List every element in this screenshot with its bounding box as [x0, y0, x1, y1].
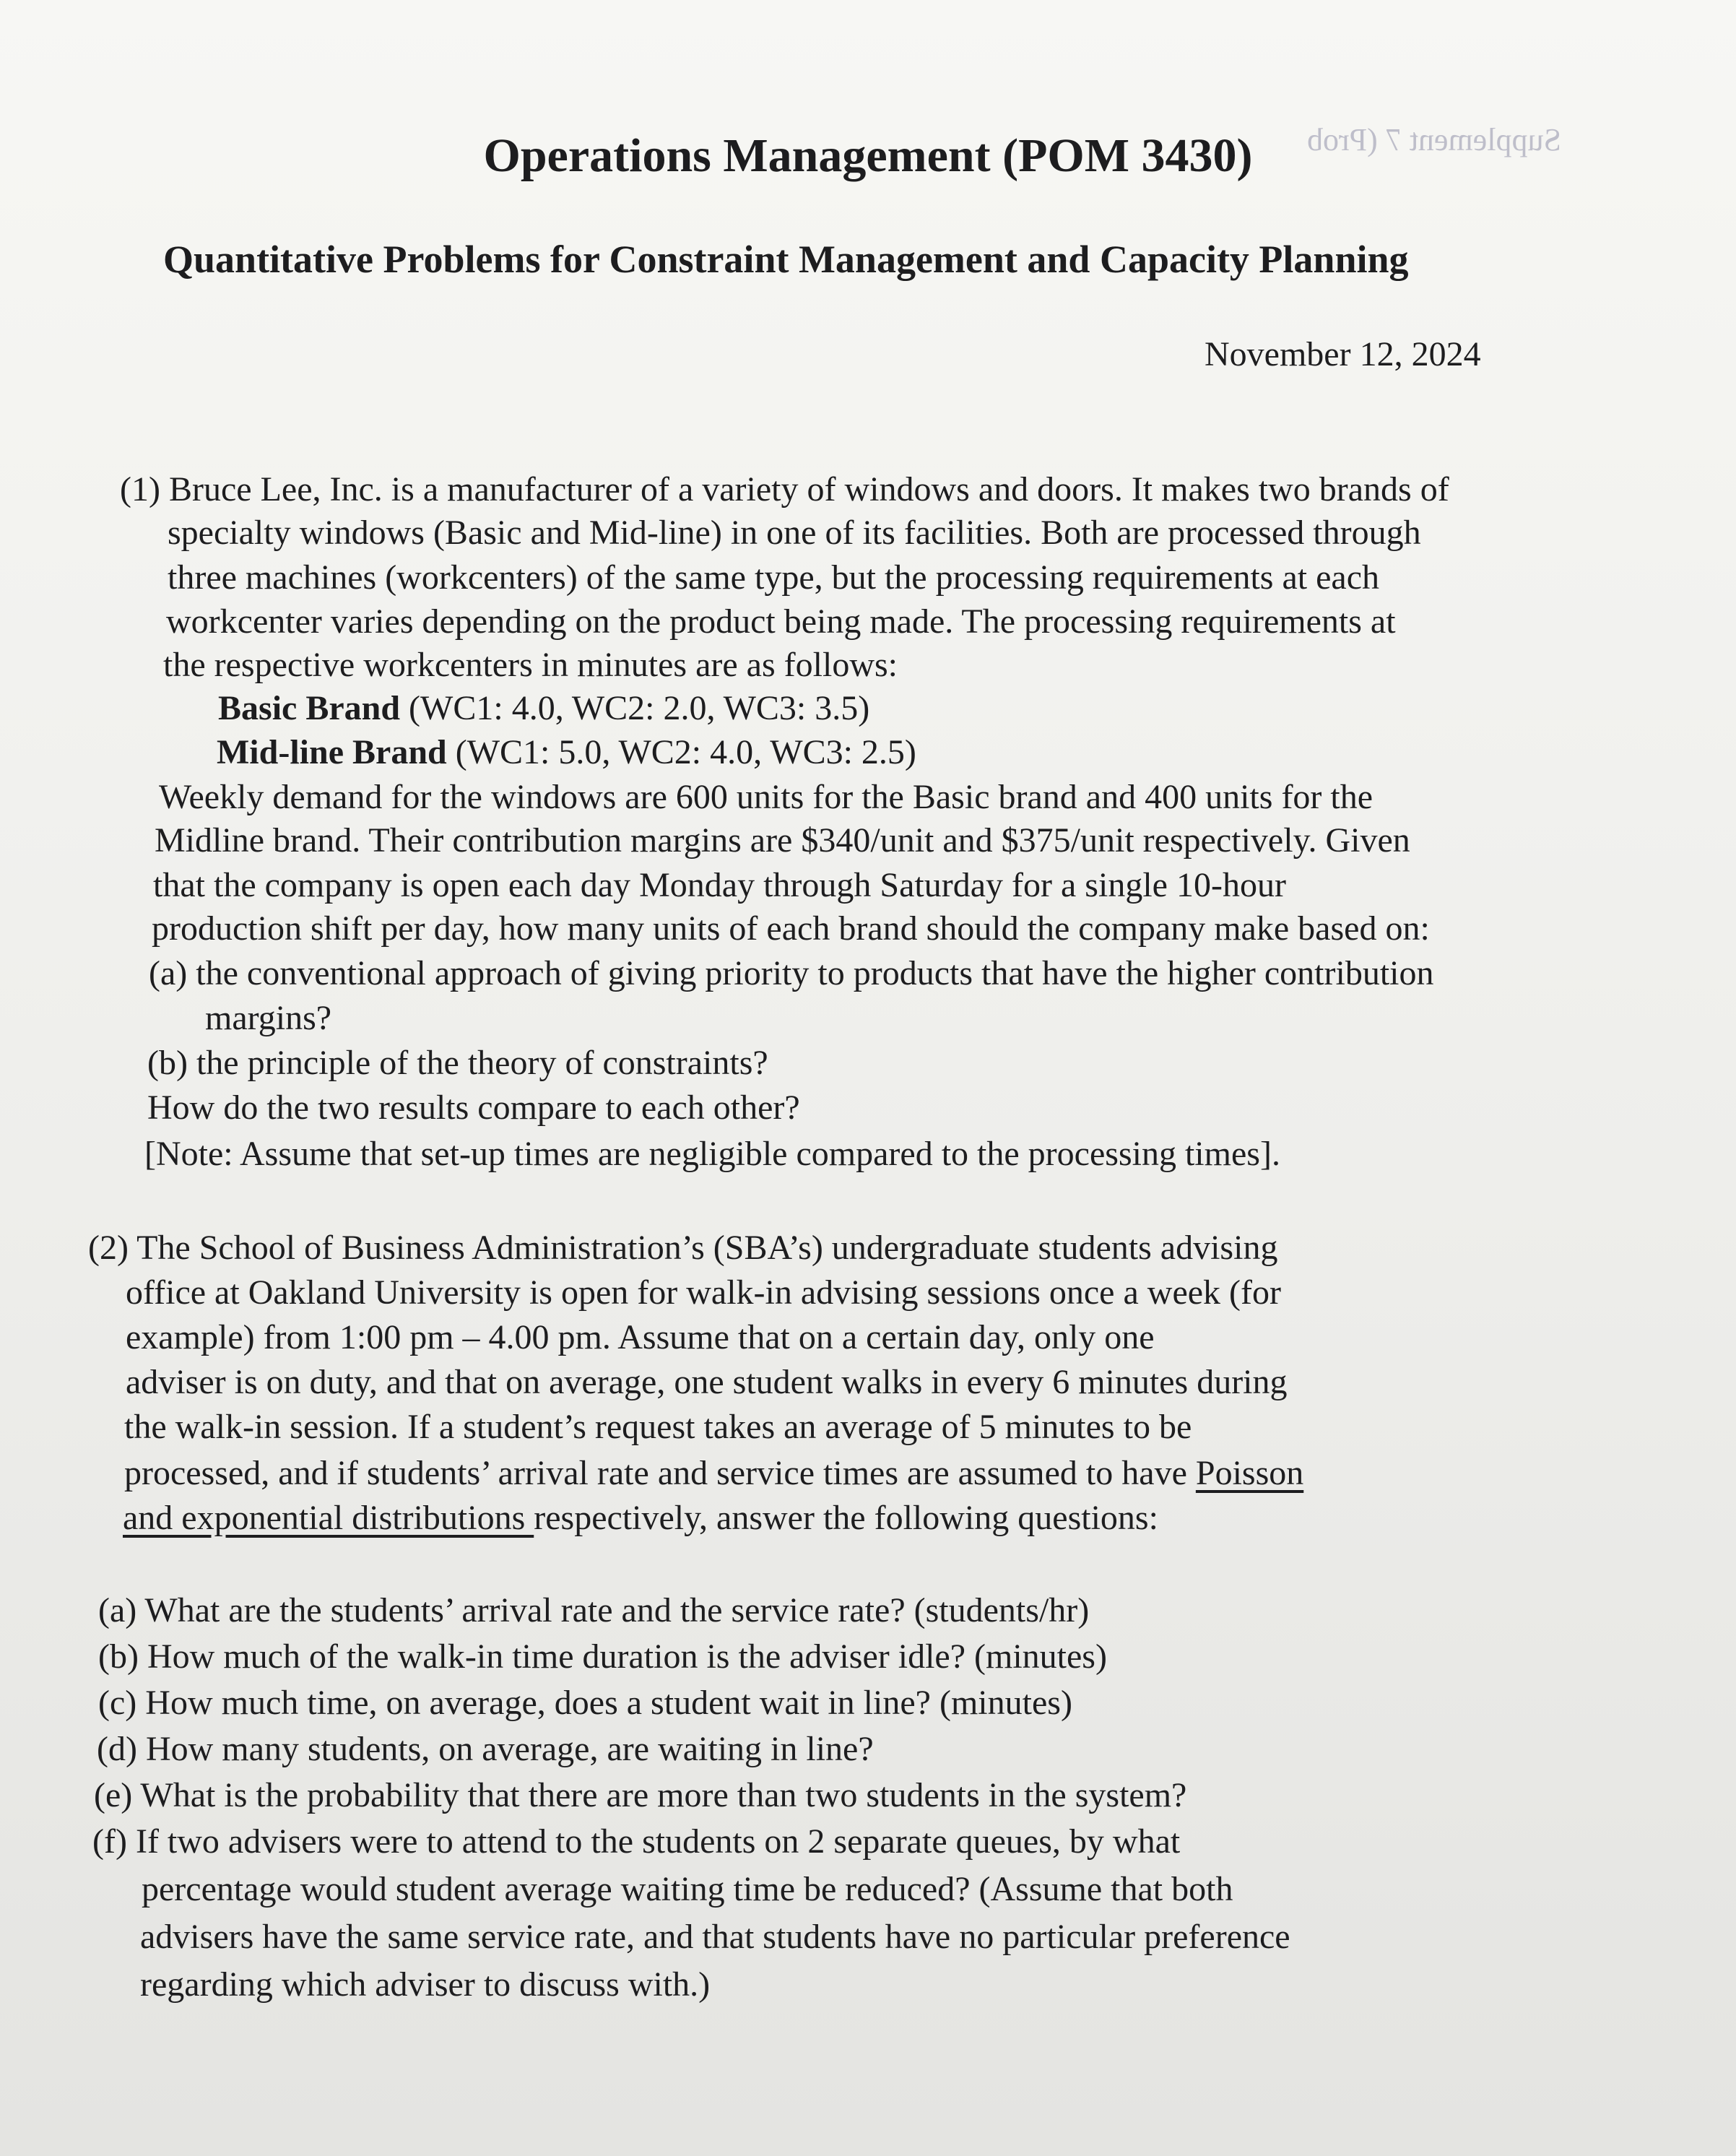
problem2-question-f-line-3: advisers have the same service rate, and that students have no particular preference [140, 1918, 1290, 1956]
problem1-note: [Note: Assume that set-up times are negligible compared to the processing times]. [144, 1135, 1280, 1173]
document-subtitle: Quantitative Problems for Constraint Management and Capacity Planning [163, 238, 1409, 281]
problem2-question-c: (c) How much time, on average, does a student wait in line? (minutes) [98, 1684, 1072, 1722]
problem2-line-6 [124, 1452, 1303, 1495]
problem2-question-b: (b) How much of the walk-in time duration is the adviser idle? (minutes) [98, 1637, 1107, 1676]
midline-brand-values: (WC1: 5.0, WC2: 4.0, WC3: 2.5) [446, 733, 916, 771]
problem1-line-8: Weekly demand for the windows are 600 units for the Basic brand and 400 units for the [159, 778, 1373, 816]
problem1-question-a-line-2: margins? [205, 999, 332, 1037]
problem2-question-f-line-1: (f) If two advisers were to attend to the students on 2 separate queues, by what [92, 1822, 1181, 1861]
midline-brand-spec [217, 731, 916, 774]
problem2-line-1: (2) The School of Business Administration’s (SBA’s) undergraduate students advising [88, 1229, 1278, 1267]
problem1-line-4: workcenter varies depending on the product being made. The processing requirements at [166, 602, 1396, 641]
problem1-line-2: specialty windows (Basic and Mid-line) in one of its facilities. Both are processed through [168, 514, 1421, 552]
problem2-line-2: office at Oakland University is open for walk-in advising sessions once a week (for [126, 1273, 1282, 1312]
problem1-line-5: the respective workcenters in minutes are as follows: [163, 646, 898, 684]
problem2-question-f-line-4: regarding which adviser to discuss with.) [140, 1965, 711, 2004]
problem2-question-a: (a) What are the students’ arrival rate and the service rate? (students/hr) [98, 1591, 1090, 1629]
problem1-question-b: (b) the principle of the theory of constraints? [147, 1044, 768, 1082]
problem2-line-7 [123, 1497, 1158, 1540]
midline-brand-label: Mid-line Brand [217, 733, 447, 771]
document-title: Operations Management (POM 3430) [483, 129, 1253, 182]
problem2-line-7-text: respectively, answer the following questions: [534, 1499, 1158, 1537]
problem1-line-11: production shift per day, how many units of each brand should the company make based on: [152, 909, 1430, 948]
problem1-question-a-line-1: (a) the conventional approach of giving priority to products that have the higher contribution [149, 954, 1434, 992]
problem2-line-3: example) from 1:00 pm – 4.00 pm. Assume that on a certain day, only one [126, 1318, 1155, 1356]
exponential-distributions-underlined: and exponential distributions [123, 1499, 534, 1537]
basic-brand-label: Basic Brand [218, 689, 401, 727]
problem2-question-f-line-2: percentage would student average waiting time be reduced? (Assume that both [142, 1870, 1233, 1908]
basic-brand-values: (WC1: 4.0, WC2: 2.0, WC3: 3.5) [400, 689, 870, 727]
problem1-line-1: (1) Bruce Lee, Inc. is a manufacturer of a variety of windows and doors. It makes two brands of [120, 470, 1449, 508]
problem2-line-6-text: processed, and if students’ arrival rate and service times are assumed to have [124, 1454, 1196, 1492]
problem2-question-d: (d) How many students, on average, are waiting in line? [97, 1730, 874, 1768]
problem2-line-4: adviser is on duty, and that on average, one student walks in every 6 minutes during [126, 1363, 1288, 1401]
problem2-line-5: the walk-in session. If a student’s request takes an average of 5 minutes to be [124, 1408, 1192, 1446]
problem2-question-e: (e) What is the probability that there are more than two students in the system? [94, 1776, 1187, 1814]
problem1-line-3: three machines (workcenters) of the same type, but the processing requirements at each [168, 558, 1380, 597]
document-date: November 12, 2024 [1205, 335, 1481, 373]
bleed-through-text: Supplement 7 (Prob [1307, 122, 1561, 157]
basic-brand-spec [218, 687, 869, 730]
poisson-underlined: Poisson [1195, 1454, 1304, 1492]
problem1-line-9: Midline brand. Their contribution margins are $340/unit and $375/unit respectively. Given [155, 821, 1410, 860]
problem1-line-10: that the company is open each day Monday through Saturday for a single 10-hour [153, 866, 1286, 904]
problem1-compare: How do the two results compare to each other? [147, 1088, 800, 1127]
